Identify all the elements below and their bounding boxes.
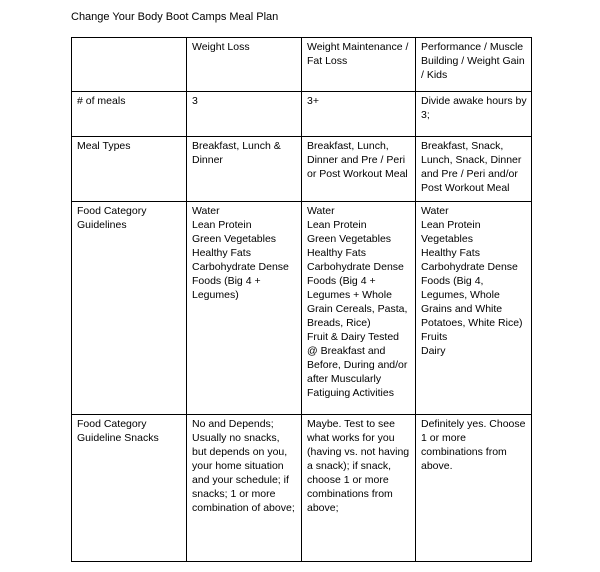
table-cell xyxy=(302,202,416,415)
document-title: Change Your Body Boot Camps Meal Plan xyxy=(71,11,279,23)
table-row xyxy=(72,202,532,415)
column-header: Weight Maintenance / Fat Loss xyxy=(302,38,416,92)
cell-line: No and Depends; Usually no snacks, but depends on you, your home situation and your schedule; if snacks; 1 or more combination of above; xyxy=(192,418,295,514)
cell-line: Lean Protein xyxy=(421,219,481,231)
cell-line: Definitely yes. Choose 1 or more combinations from above. xyxy=(421,418,526,472)
table-cell xyxy=(187,92,302,137)
row-label: Food Category Guidelines xyxy=(72,202,187,415)
table-cell xyxy=(302,92,416,137)
table-cell xyxy=(302,415,416,562)
table-cell xyxy=(187,137,302,202)
column-header: Weight Loss xyxy=(187,38,302,92)
table-cell xyxy=(302,137,416,202)
table-cell xyxy=(416,92,532,137)
cell-line: Lean Protein xyxy=(192,219,252,231)
cell-line: Breakfast, Snack, Lunch, Snack, Dinner and Pre / Peri and/or Post Workout Meal xyxy=(421,140,522,194)
table-cell xyxy=(416,415,532,562)
table-header-row xyxy=(72,38,532,92)
cell-line: Healthy Fats xyxy=(307,247,366,259)
cell-line: Water xyxy=(421,205,449,217)
cell-line: Divide awake hours by 3; xyxy=(421,95,527,121)
cell-line: Water xyxy=(307,205,335,217)
table-cell xyxy=(416,202,532,415)
row-label: Meal Types xyxy=(72,137,187,202)
cell-line: Fruit & Dairy Tested @ Breakfast and Before, During and/or after Muscularly Fatiguing Activities xyxy=(307,331,408,399)
cell-line: Lean Protein xyxy=(307,219,367,231)
cell-line: Dairy xyxy=(421,345,446,357)
cell-line: Green Vegetables xyxy=(192,233,277,245)
cell-line: Green Vegetables xyxy=(307,233,392,245)
cell-line: Fruits xyxy=(421,331,448,343)
meal-plan-body xyxy=(72,38,532,562)
table-cell xyxy=(416,137,532,202)
cell-line: Breakfast, Lunch & Dinner xyxy=(192,140,281,166)
column-header xyxy=(72,38,187,92)
table-row xyxy=(72,415,532,562)
row-label: # of meals xyxy=(72,92,187,137)
cell-line: Water xyxy=(192,205,220,217)
row-label: Food Category Guideline Snacks xyxy=(72,415,187,562)
cell-line: Vegetables xyxy=(421,233,473,245)
table-cell xyxy=(187,202,302,415)
cell-line: Maybe. Test to see what works for you (having vs. not having a snack); if snack, choose 1 or more combinations from above; xyxy=(307,418,410,514)
cell-line: Healthy Fats xyxy=(192,247,251,259)
cell-line: Carbohydrate Dense Foods (Big 4, Legumes, Whole Grains and White Potatoes, White Rice) xyxy=(421,261,523,329)
cell-line: Healthy Fats xyxy=(421,247,480,259)
cell-line: Carbohydrate Dense Foods (Big 4 + Legumes + Whole Grain Cereals, Pasta, Breads, Rice) xyxy=(307,261,408,329)
table-row xyxy=(72,92,532,137)
meal-plan-table xyxy=(71,37,532,562)
table-row xyxy=(72,137,532,202)
cell-line: 3+ xyxy=(307,95,319,107)
cell-line: 3 xyxy=(192,95,198,107)
cell-line: Breakfast, Lunch, Dinner and Pre / Peri or Post Workout Meal xyxy=(307,140,408,180)
cell-line: Carbohydrate Dense Foods (Big 4 + Legumes) xyxy=(192,261,289,301)
table-cell xyxy=(187,415,302,562)
column-header: Performance / Muscle Building / Weight Gain / Kids xyxy=(416,38,532,92)
